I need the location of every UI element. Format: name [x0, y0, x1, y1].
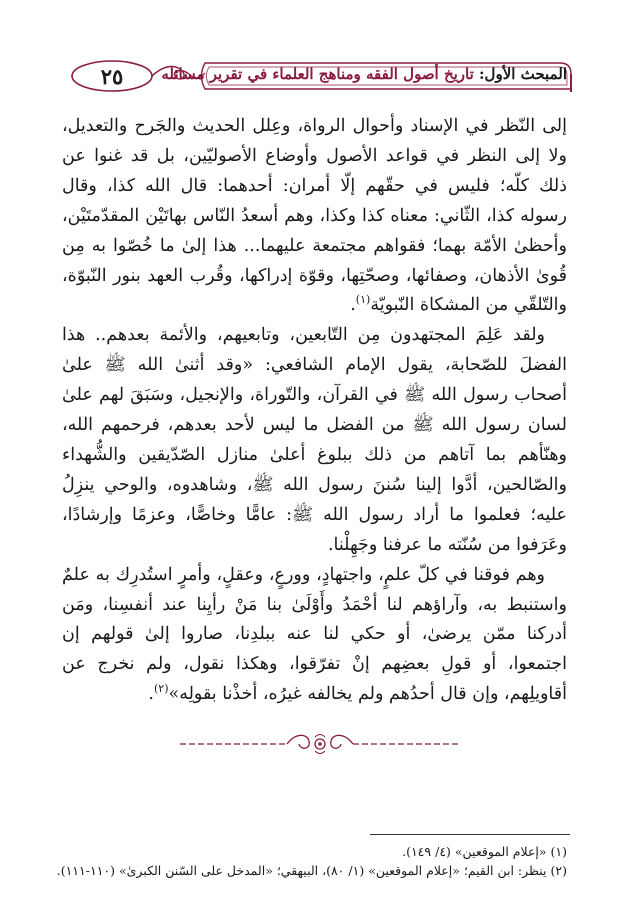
footnote-ref-1: (١) — [355, 293, 371, 307]
section-end-ornament — [175, 729, 465, 759]
paragraph-3-text: وهم فوقنا في كلّ علمٍ، واجتهادٍ، وورعٍ، وعقلٍ، وأمرٍ استُدرِك به علمٌ واستنبط به، وآراؤهم لنا أحْمَدُ وأَوْلَىٰ بنا مَنْ رأيِنا عند أنفسِنا، ومَن أدركنا ممّن يرضىٰ، أو حكي لنا عنه ببلدِنا، صاروا إلىٰ قولهم إن اجتمعوا، أو قولِ بعضِهم إنْ تفرّقوا، وهكذا نقول، ولم نخرج عن أقاويلِهم، وإن قال أحدُهم ولم يخالفه غيرُه، أخذْنا بقولِه» — [62, 564, 567, 705]
paragraph-1: إلى النّظر في الإسناد وأحوال الرواة، وعِلل الحديث والجَرح والتعديل، ولا إلى النظر في قواعد الأصول وأوضاع الأصوليّين، بل قد غنوا عن ذلك كلّه؛ فليس في حقّهم إلّا أمران: أحدهما: قال الله كذا، وقال رسوله كذا، الثّاني: معناه كذا وكذا، وهم أسعدُ النّاس بهاتَيْن المقدّمتَيْن، وأحظىٰ الأمّة بهما؛ فقواهم مجتمعة عليهما... هذا إلىٰ ما خُصّوا به مِن قُوىٰ الأذهان، وصفائها، وصحّتِها، وقوّة إدراكها، وقُرب العهد بنور النّبوّة، والتّلقّي من المشكاة النّبويّة$^{(١)}$. — [62, 116, 567, 316]
footnote-ref-2: (٢) — [153, 682, 169, 696]
paragraph-3: وهم فوقنا في كلّ علمٍ، واجتهادٍ، وورعٍ، وعقلٍ، وأمرٍ استُدرِك به علمٌ واستنبط به، وآراؤهم لنا أحْمَدُ وأَوْلَىٰ بنا مَنْ رأيِنا عند أنفسِنا، ومَن أدركنا ممّن يرضىٰ، أو حكي لنا عنه ببلدِنا، صاروا إلىٰ قولهم إن اجتمعوا، أو قولِ بعضِهم إنْ تفرّقوا، وهكذا نقول، ولم نخرج عن أقاويلِهم، وإن قال أحدُهم ولم يخالفه غيرُه، أخذْنا بقولِه»$^{(٢)}$. — [62, 564, 567, 705]
running-head-title: تاريخ أصول الفقه ومناهج العلماء في تقرير مسائله — [161, 65, 480, 83]
footnote-1: (١) «إعلام الموقعين» (٤/ ١٤٩). — [402, 844, 567, 859]
paragraph-2 — [62, 321, 567, 560]
running-head — [161, 65, 567, 83]
paragraph-1-text: إلى النّظر في الإسناد وأحوال الرواة، وعِلل الحديث والجَرح والتعديل، ولا إلى النظر في قواعد الأصول وأوضاع الأصوليّين، بل قد غنوا عن ذلك كلّه؛ فليس في حقّهم إلّا أمران: أحدهما: قال الله كذا، وقال رسوله كذا، الثّاني: معناه كذا وكذا، وهم أسعدُ النّاس بهاتَيْن المقدّمتَيْن، وأحظىٰ الأمّة بهما؛ فقواهم مجتمعة عليهما... هذا إلىٰ ما خُصّوا به مِن قُوىٰ الأذهان، وصفائها، وصحّتِها، وقوّة إدراكها، وقُرب العهد بنور النّبوّة، والتّلقّي من المشكاة النّبويّة — [62, 116, 567, 316]
paragraph-2-text: ولقد عَلِمَ المجتهدون مِن التّابعين، وتابعيهم، والأئمة بعدهم.. هذا الفضلَ للصّحابة، يقول الإمام الشافعي: «وقد أثنىٰ الله ﷺ علىٰ أصحاب رسول الله ﷺ في القرآن، والتّوراة، والإنجيل، وسَبَقَ لهم علىٰ لسان رسول الله ﷺ من الفضل ما ليس لأحد بعدهم، فرحمهم الله، وهنّأهم بما آتاهم من ذلك ببلوغ أعلىٰ منازل الصّدّيقين والشُّهداء والصّالحين، أدَّوا إلينا سُننَ رسول الله ﷺ، وشاهدوه، والوحي ينزِلُ عليه؛ فعلموا ما أراد رسول الله ﷺ: عامًّا وخاصًّا، وعزمًا وإرشادًا، وعَرَفوا من سُنّته ما عرفنا وجَهِلْنا. — [62, 325, 567, 555]
page-number: ٢٥ — [100, 64, 124, 89]
body-text — [62, 112, 567, 710]
footnotes — [56, 842, 567, 880]
page-header — [55, 58, 575, 94]
footnote-2: (٢) ينظر: ابن القيم؛ «إعلام الموقعين» (١/ ٨٠)، البيهقي؛ «المدخل على السّنن الكبرىٰ» (١١٠-١١١). — [56, 863, 567, 878]
running-head-label: المبحث الأول: — [479, 65, 567, 83]
footnote-separator — [370, 834, 570, 835]
